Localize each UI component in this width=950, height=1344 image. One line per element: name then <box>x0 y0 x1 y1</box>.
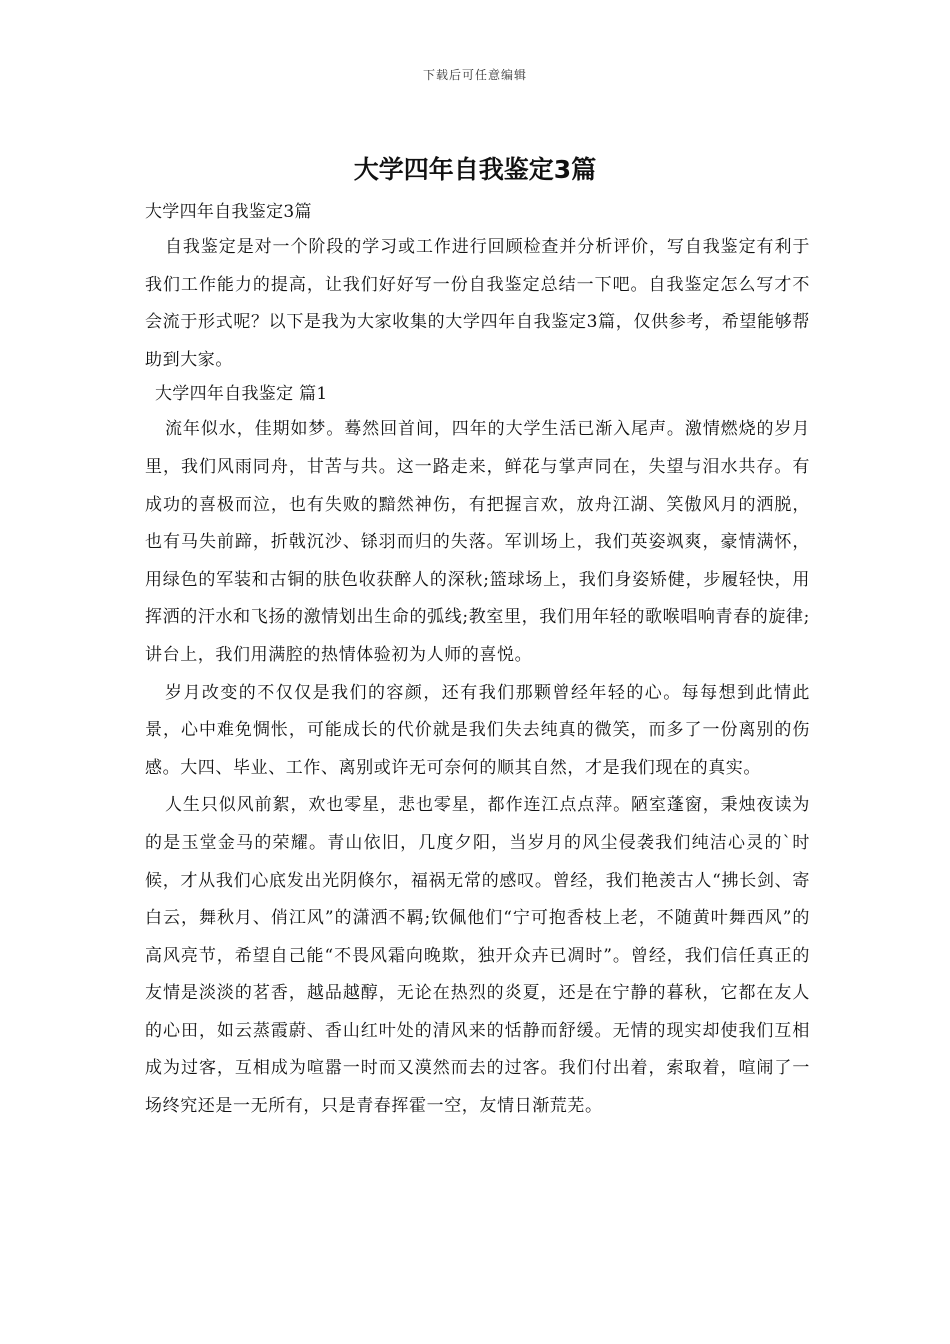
body-paragraph: 岁月改变的不仅仅是我们的容颜，还有我们那颗曾经年轻的心。每每想到此情此景，心中难免惆怅，可能成长的代价就是我们失去纯真的微笑，而多了一份离别的伤感。大四、毕业、工作、离别或许无可奈何的顺其自然，才是我们现在的真实。 <box>145 682 810 778</box>
document-subtitle: 大学四年自我鉴定3篇 <box>145 202 312 222</box>
intro-paragraph: 自我鉴定是对一个阶段的学习或工作进行回顾检查并分析评价，写自我鉴定有利于我们工作能力的提高，让我们好好写一份自我鉴定总结一下吧。自我鉴定怎么写才不会流于形式呢？以下是我为大家收集的大学四年自我鉴定3篇，仅供参考，希望能够帮助到大家。 <box>145 237 810 370</box>
body-paragraph: 流年似水，佳期如梦。蓦然回首间，四年的大学生活已渐入尾声。激情燃烧的岁月里，我们风雨同舟，甘苦与共。这一路走来，鲜花与掌声同在，失望与泪水共存。有成功的喜极而泣，也有失败的黯然神伤，有把握言欢，放舟江湖、笑傲风月的洒脱，也有马失前蹄，折戟沉沙、铩羽而归的失落。军训场上，我们英姿飒爽，豪情满怀，用绿色的军装和古铜的肤色收获醉人的深秋;篮球场上，我们身姿矫健，步履轻快，用挥洒的汗水和飞扬的激情划出生命的弧线;教室里，我们用年轻的歌喉唱响青春的旋律;讲台上，我们用满腔的热情体验初为人师的喜悦。 <box>145 419 810 665</box>
document-body <box>145 197 810 1126</box>
header-note: 下载后可任意编辑 <box>422 68 527 82</box>
document-title: 大学四年自我鉴定3篇 <box>353 155 597 184</box>
section-heading: 大学四年自我鉴定 篇1 <box>155 384 328 405</box>
body-paragraph: 人生只似风前絮，欢也零星，悲也零星，都作连江点点萍。陋室蓬窗，秉烛夜读为的是玉堂金马的荣耀。青山依旧，几度夕阳，当岁月的风尘侵袭我们纯洁心灵的`时候，才从我们心底发出光阴倏尔，福祸无常的感叹。曾经，我们艳羡古人“拂长剑、寄白云，舞秋月、俏江风”的潇洒不羁;钦佩他们“宁可抱香枝上老，不随黄叶舞西风”的高风亮节，希望自己能“不畏风霜向晚欺，独开众卉已凋时”。曾经，我们信任真正的友情是淡淡的茗香，越品越醇，无论在热烈的炎夏，还是在宁静的暮秋，它都在友人的心田，如云蒸霞蔚、香山红叶处的清风来的恬静而舒缓。无情的现实却使我们互相成为过客，互相成为喧嚣一时而又漠然而去的过客。我们付出着，索取着，喧闹了一场终究还是一无所有，只是青春挥霍一空，友情日渐荒芜。 <box>145 795 810 1117</box>
